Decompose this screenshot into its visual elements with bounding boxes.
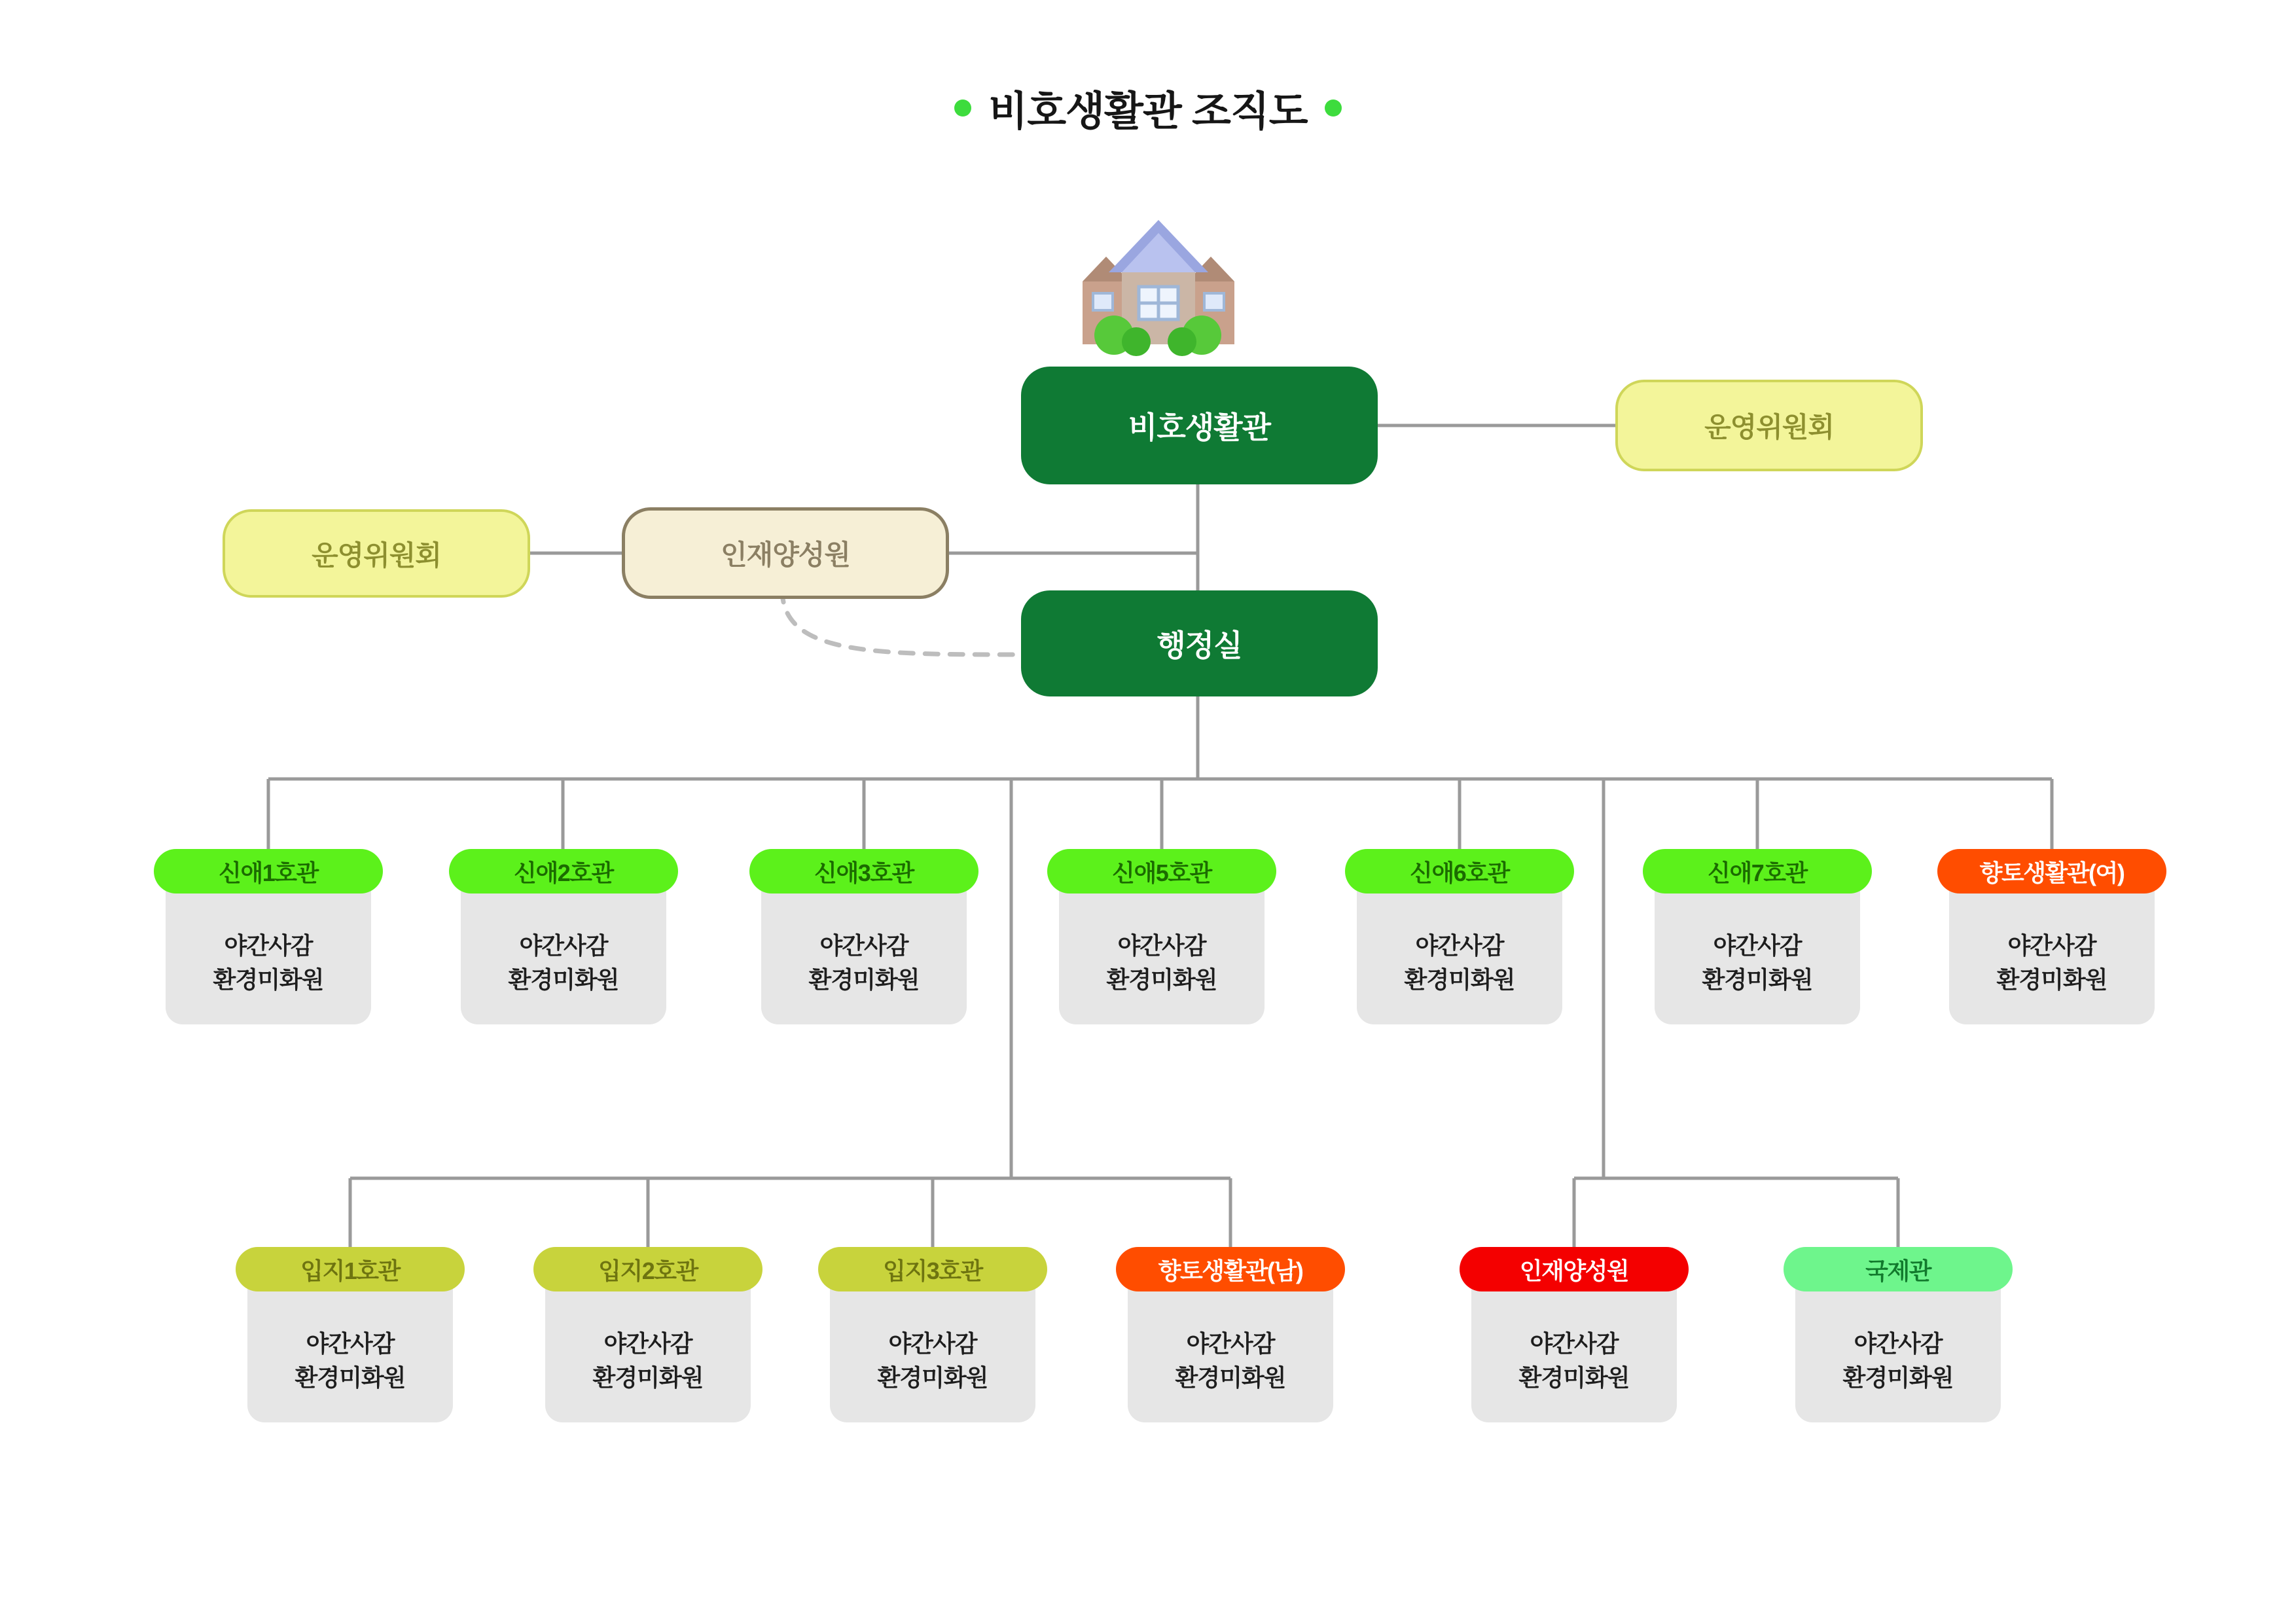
unit-header-label: 국제관 [1865,1257,1931,1284]
unit-staff-line-1: 야간사감 [1186,1330,1275,1357]
title-text: 비호생활관 조직도 [988,89,1308,134]
unit-header-label: 입지1호관 [300,1257,400,1284]
unit-staff-line-1: 야간사감 [1713,932,1802,959]
unit-staff-line-2: 환경미화원 [1702,966,1813,993]
unit-header-label: 향토생활관(남) [1158,1257,1303,1284]
unit-header-label: 신애5호관 [1112,859,1211,886]
unit-staff-line-2: 환경미화원 [1175,1364,1286,1391]
node-root-label: 비호생활관 [1128,410,1271,444]
node-admin-office[interactable] [1021,590,1378,696]
unit-header-label: 입지3호관 [883,1257,982,1284]
unit-staff-line-2: 환경미화원 [1518,1364,1630,1391]
unit-header-label: 입지2호관 [598,1257,698,1284]
unit-header-hyangto-male[interactable] [1116,1247,1345,1291]
unit-staff-line-1: 야간사감 [306,1330,395,1357]
page-title [0,79,2296,137]
title-dot-left-icon [954,99,971,117]
unit-header-label: 신애2호관 [514,859,613,886]
unit-header-ipji1[interactable] [236,1247,465,1291]
unit-header-sinae1[interactable] [154,849,383,893]
unit-staff-line-2: 환경미화원 [1842,1364,1954,1391]
unit-staff-line-1: 야간사감 [1117,932,1206,959]
unit-header-sinae6[interactable] [1345,849,1574,893]
unit-header-ipji2[interactable] [533,1247,762,1291]
unit-staff-line-2: 환경미화원 [1106,966,1217,993]
unit-header-sinae3[interactable] [749,849,978,893]
unit-header-label: 신애6호관 [1410,859,1509,886]
node-talent-center[interactable] [622,507,949,599]
node-admin-office-label: 행정실 [1157,628,1242,662]
unit-staff-line-1: 야간사감 [1854,1330,1943,1357]
node-talent-center-label: 인재양성원 [721,539,850,570]
unit-header-label: 향토생활관(여) [1979,859,2125,886]
unit-header-label: 신애7호관 [1708,859,1807,886]
unit-header-hyangto-female[interactable] [1937,849,2166,893]
unit-header-sinae5[interactable] [1047,849,1276,893]
node-committee-right[interactable] [1615,380,1923,471]
house-icon [1073,216,1244,367]
unit-staff-line-1: 야간사감 [519,932,608,959]
unit-header-international[interactable] [1784,1247,2013,1291]
unit-staff-line-1: 야간사감 [819,932,908,959]
unit-staff-line-2: 환경미화원 [1404,966,1515,993]
unit-staff-line-2: 환경미화원 [295,1364,406,1391]
unit-staff-line-1: 야간사감 [1415,932,1504,959]
unit-header-ipji3[interactable] [818,1247,1047,1291]
node-committee-right-label: 운영위원회 [1704,412,1834,442]
unit-staff-line-1: 야간사감 [888,1330,977,1357]
unit-header-sinae7[interactable] [1643,849,1872,893]
unit-staff-line-1: 야간사감 [603,1330,692,1357]
unit-staff-line-2: 환경미화원 [1996,966,2108,993]
title-dot-right-icon [1325,99,1342,117]
unit-staff-line-2: 환경미화원 [508,966,619,993]
unit-header-talent-center[interactable] [1460,1247,1689,1291]
unit-staff-line-1: 야간사감 [1530,1330,1619,1357]
unit-staff-line-2: 환경미화원 [808,966,920,993]
unit-staff-line-1: 야간사감 [224,932,313,959]
unit-staff-line-2: 환경미화원 [877,1364,988,1391]
unit-header-label: 신애1호관 [219,859,318,886]
unit-header-sinae2[interactable] [449,849,678,893]
node-committee-left-label: 운영위원회 [312,539,441,571]
unit-header-label: 신애3호관 [814,859,914,886]
unit-header-label: 인재양성원 [1519,1257,1629,1284]
unit-staff-line-2: 환경미화원 [592,1364,704,1391]
node-committee-left[interactable] [223,509,530,598]
unit-staff-line-1: 야간사감 [2007,932,2096,959]
node-root[interactable] [1021,367,1378,484]
unit-staff-line-2: 환경미화원 [213,966,324,993]
